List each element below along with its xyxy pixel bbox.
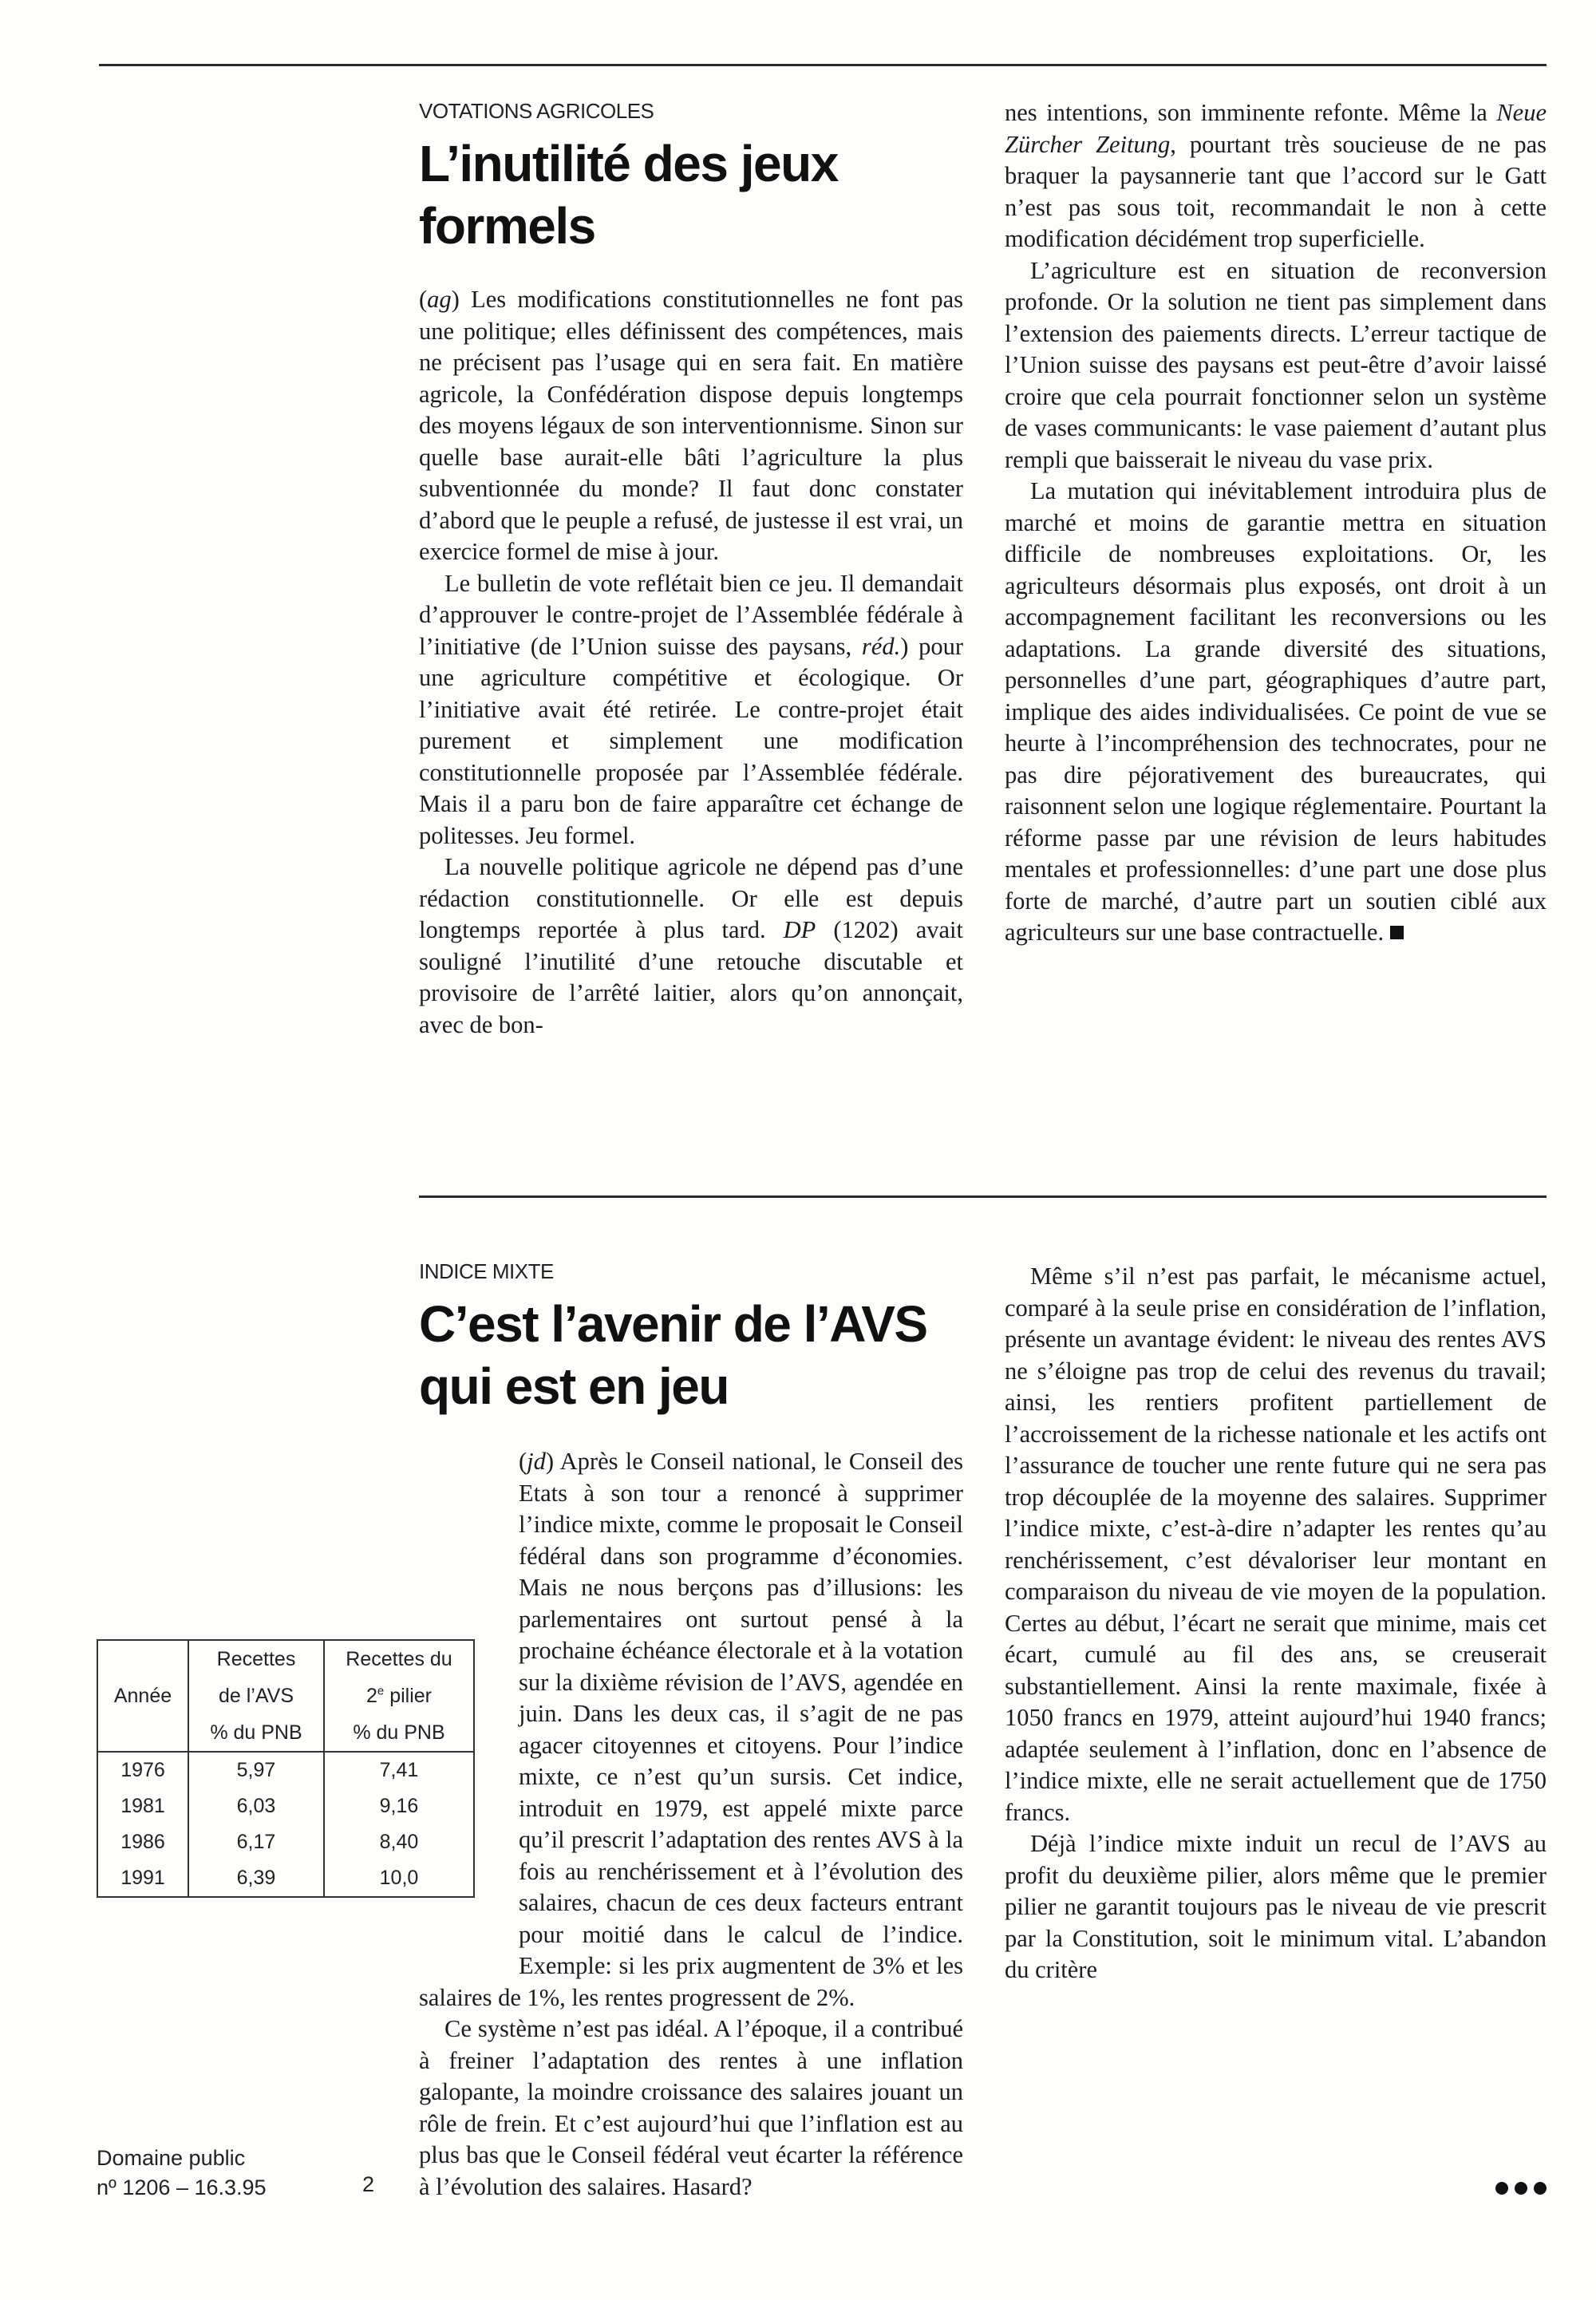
table-row bbox=[97, 1860, 474, 1897]
table-cell-year: 1991 bbox=[97, 1860, 188, 1897]
table-cell-year: 1986 bbox=[97, 1824, 188, 1860]
table-header-avs-line1: Recettes bbox=[188, 1640, 324, 1678]
publication-info bbox=[97, 2144, 267, 2203]
section-rule bbox=[419, 1195, 1547, 1198]
publication-name: Domaine public bbox=[97, 2146, 246, 2170]
page-number: 2 bbox=[362, 2172, 375, 2196]
article2-author: jd bbox=[527, 1448, 546, 1475]
article2-headline-line2: qui est en jeu bbox=[419, 1357, 729, 1415]
table-cell-pilier2: 10,0 bbox=[324, 1860, 474, 1897]
article2-paragraph-3: Même s’il n’est pas parfait, le mécanisme actuel, comparé à la seule prise en considération de l’inflation, présente un avantage évident: le niveau des rentes AVS ne s’éloigne pas trop de celui des revenus du travail; ainsi, les rentiers profitent partiellement de l’accroissement de la richesse nationale et les actifs ont l’assurance de toucher une rente future qui ne sera pas trop découplée de la moyenne des salaires. Supprimer l’indice mixte, c’est-à-dire n’adapter les rentes qu’au renchérissement, c’est dévaloriser leur montant en comparaison du niveau de vie moyen de la population. Certes au début, l’écart ne serait que minime, mais cet écart, cumulé au fil des ans, se creuserait substantiellement. Ainsi la rente maximale, fixée à 1050 francs en 1979, atteint aujourd’hui 1940 francs; adaptée seulement à l’inflation, donc en l’absence de l’indice mixte, elle ne serait actuellement que de 1750 francs. bbox=[1005, 1263, 1547, 1826]
table-cell-pilier2: 7,41 bbox=[324, 1752, 474, 1788]
table-row bbox=[97, 1752, 474, 1788]
article2-headline bbox=[419, 1293, 927, 1417]
article1-paragraph-4: L’agriculture est en situation de reconversion profonde. Or la solution ne tient pas simplement dans l’extension des paiements directs. L’erreur tactique de l’Union suisse des paysans est peut-être d’avoir laissé croire que cela pourrait fonctionner selon un système de vases communicants: le vase paiement d’autant plus rempli que baisserait le niveau du vase prix. bbox=[1005, 256, 1547, 473]
article2-column-2 bbox=[1005, 1261, 1547, 1986]
avs-revenue-table bbox=[97, 1639, 475, 1898]
article1-paragraph-3: La nouvelle politique agricole ne dépend pas d’une rédaction constitutionnelle. Or elle est depuis longtemps reportée à plus tard. DP (1202) avait souligné l’inutilité d’une retouche discutable et provisoire de l’arrêté laitier, alors qu’on annonçait, avec de bon- bbox=[419, 853, 963, 1038]
table-header-pilier2-line3: % du PNB bbox=[324, 1714, 474, 1752]
table-cell-year: 1976 bbox=[97, 1752, 188, 1788]
article2-paragraph-1: (jd) Après le Conseil national, le Conseil des Etats à son tour a renoncé à supprimer l’indice mixte, comme le proposait le Conseil fédéral dans son programme d’économies. Mais ne nous berçons pas d’illusions: les parlementaires ont surtout pensé à la prochaine échéance électorale et à la votation sur la dixième révision de l’AVS, agendée en juin. Dans les deux cas, il s’agit de ne pas agacer citoyennes et citoyens. Pour l’indice mixte, ce n’est qu’un sursis. Cet indice, introduit en 1979, est appelé mixte parce qu’il prescrit l’adaptation des rentes AVS à la fois au renchérissement et à l’évolution des salaires, chacun de ces deux facteurs entrant pour moitié dans le calcul de l’indice. Exemple: si les prix augmentent de 3% et les salaires de 1%, les rentes progressent de 2%. bbox=[419, 1448, 963, 2011]
end-of-article-mark bbox=[1390, 926, 1404, 939]
article2-kicker: INDICE MIXTE bbox=[419, 1259, 554, 1283]
top-rule bbox=[99, 64, 1547, 66]
article1-paragraph-3-continued: nes intentions, son imminente refonte. Même la Neue Zürcher Zeitung, pourtant très soucieuse de ne pas braquer la paysannerie tant que l’accord sur le Gatt n’est pas sous toit, recommandait le non à cette modification décidément trop superficielle. bbox=[1005, 99, 1547, 252]
article1-kicker: VOTATIONS AGRICOLES bbox=[419, 99, 654, 123]
article1-column-1 bbox=[419, 284, 963, 1041]
continued-dots-icon bbox=[1486, 2182, 1547, 2198]
article1-paragraph-5: La mutation qui inévitablement introduira plus de marché et moins de garantie mettra en situation difficile de nombreuses exploitations. Or, les agriculteurs désormais plus exposés, ont droit à un accompagnement facilitant les reconversions ou les adaptations. La grande diversité des situations, personnelles d’une part, géographiques d’autre part, implique des aides individualisées. Ce point de vue se heurte à l’incompréhension des technocrates, pour ne pas dire péjorativement des bureaucrates, qui raisonnent selon une logique réglementaire. Pourtant la réforme passe par une révision de leurs habitudes mentales et professionnelles: d’une part une dose plus forte de marché, d’autre part un soutien ciblé aux agriculteurs sur une base contractuelle. bbox=[1005, 477, 1547, 946]
table-header-year: Année bbox=[97, 1640, 188, 1752]
table-header-avs-line2: de l’AVS bbox=[188, 1678, 324, 1714]
article1-author: ag bbox=[427, 286, 452, 313]
table-cell-pilier2: 8,40 bbox=[324, 1824, 474, 1860]
table-row bbox=[97, 1788, 474, 1824]
article1-headline-line1: L’inutilité des jeux bbox=[419, 135, 838, 192]
table-row bbox=[97, 1824, 474, 1860]
article2-headline-line1: C’est l’avenir de l’AVS bbox=[419, 1295, 927, 1353]
table-header-avs-line3: % du PNB bbox=[188, 1714, 324, 1752]
article2-paragraph-4: Déjà l’indice mixte induit un recul de l’AVS au profit du deuxième pilier, alors même que le premier pilier ne garantit toujours pas le niveau de vie prescrit par la Constitution, soit le minimum vital. L’abandon du critère bbox=[1005, 1830, 1547, 1983]
table-cell-avs: 6,39 bbox=[188, 1860, 324, 1897]
issue-number: nº 1206 – 16.3.95 bbox=[97, 2176, 267, 2199]
table-cell-avs: 6,17 bbox=[188, 1824, 324, 1860]
article1-paragraph-2: Le bulletin de vote reflétait bien ce jeu. Il demandait d’approuver le contre-projet de l’Assemblée fédérale à l’initiative (de l’Union suisse des paysans, réd.) pour une agriculture compétitive et écologique. Or l’initiative avait été retirée. Le contre-projet était purement et simplement une modification constitutionnelle proposée par l’Assemblée fédérale. Mais il a paru bon de faire apparaître cet échange de politesses. Jeu formel. bbox=[419, 569, 963, 849]
article1-column-2 bbox=[1005, 97, 1547, 949]
article1-headline-line2: formels bbox=[419, 197, 595, 255]
table-header-pilier2-line2: 2e pilier bbox=[324, 1678, 474, 1714]
table-cell-year: 1981 bbox=[97, 1788, 188, 1824]
table-cell-avs: 6,03 bbox=[188, 1788, 324, 1824]
article1-headline bbox=[419, 132, 838, 257]
table-cell-pilier2: 9,16 bbox=[324, 1788, 474, 1824]
article2-paragraph-2: Ce système n’est pas idéal. A l’époque, il a contribué à freiner l’adaptation des rentes à une inflation galopante, la moindre croissance des salaires jouant un rôle de frein. Et c’est aujourd’hui que l’inflation est au plus bas que le Conseil fédéral veut écarter la référence à l’évolution des salaires. Hasard? bbox=[419, 2015, 963, 2200]
table-header-pilier2-line1: Recettes du bbox=[324, 1640, 474, 1678]
article1-paragraph-1: (ag) Les modifications constitutionnelles ne font pas une politique; elles définissent des compétences, mais ne précisent pas l’usage qui en sera fait. En matière agricole, la Confédération dispose depuis longtemps des moyens légaux de son interventionnisme. Sinon sur quelle base aurait-elle bâti l’agriculture la plus subventionnée du monde? Il faut donc constater d’abord que le peuple a refusé, de justesse il est vrai, un exercice formel de mise à jour. bbox=[419, 286, 963, 565]
table-cell-avs: 5,97 bbox=[188, 1752, 324, 1788]
article2-column-1 bbox=[419, 1446, 963, 2203]
